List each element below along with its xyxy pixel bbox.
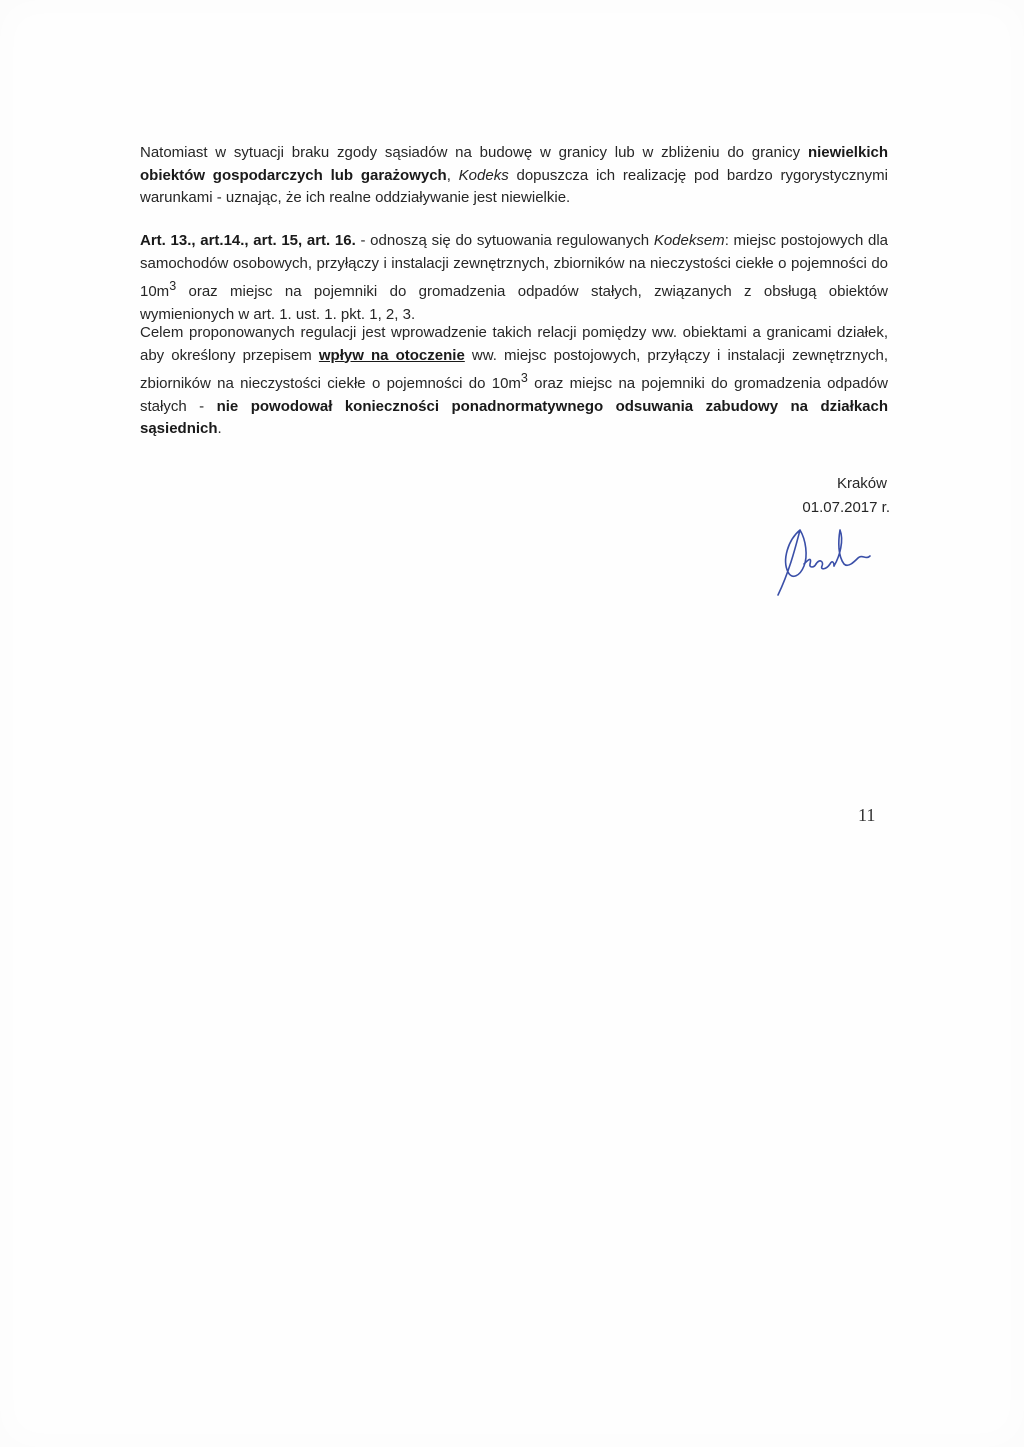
italic-run: Kodeks <box>458 166 509 184</box>
bold-run: Art. 13., art.14., art. 15, art. 16. <box>140 232 356 249</box>
bold-run: nie powodował konieczności ponadnormatywnego odsuwania zabudowy na działkach sąsiednich <box>140 397 889 437</box>
text-run: : miejsc postojowych dla samochodów osobowych, przyłączy i instalacji zewnętrznych, zbiorników na nieczystości ciekłe o pojemności do 10m <box>140 232 889 300</box>
bold-run: niewielkich obiektów gospodarczych lub garażowych <box>140 144 888 184</box>
text-run: Celem proponowanych regulacji jest wprowadzenie takich relacji pomiędzy ww. obiektami a granicami działek, aby określony przepisem <box>140 324 888 364</box>
text-run: oraz miejsc na pojemniki do gromadzenia odpadów stałych - <box>140 375 888 415</box>
signature-date: 01.07.2017 r. <box>802 499 890 516</box>
text-run: ww. miejsc postojowych, przyłączy i instalacji zewnętrznych, zbiorników na nieczystości ciekłe o pojemności do 10m <box>140 346 888 392</box>
superscript: 3 <box>169 279 177 293</box>
page-number: 11 <box>858 805 876 825</box>
text-run: . <box>217 420 222 437</box>
superscript: 3 <box>520 371 528 385</box>
text-run: , <box>446 166 459 184</box>
handwritten-signature <box>760 500 890 605</box>
italic-run: Kodeksem <box>653 232 725 249</box>
text-run: dopuszcza ich realizację pod bardzo rygorystycznymi warunkami - uznając, że ich realne oddziaływanie jest niewielkie. <box>140 166 888 206</box>
paragraph-2 <box>140 230 888 326</box>
underlined-run: wpływ na otoczenie <box>318 346 465 364</box>
text-run: - odnoszą się do sytuowania regulowanych <box>355 232 654 249</box>
text-run: oraz miejsc na pojemniki do gromadzenia odpadów stałych, związanych z obsługą obiektów wymienionych w art. 1. ust. 1. pkt. 1, 2, 3. <box>140 283 888 323</box>
paragraph-1 <box>140 142 888 210</box>
place-name: Kraków <box>836 475 887 492</box>
paragraph-3 <box>140 322 888 441</box>
text-run: Natomiast w sytuacji braku zgody sąsiadów na budowę w granicy lub w zbliżeniu do granicy <box>140 144 808 161</box>
